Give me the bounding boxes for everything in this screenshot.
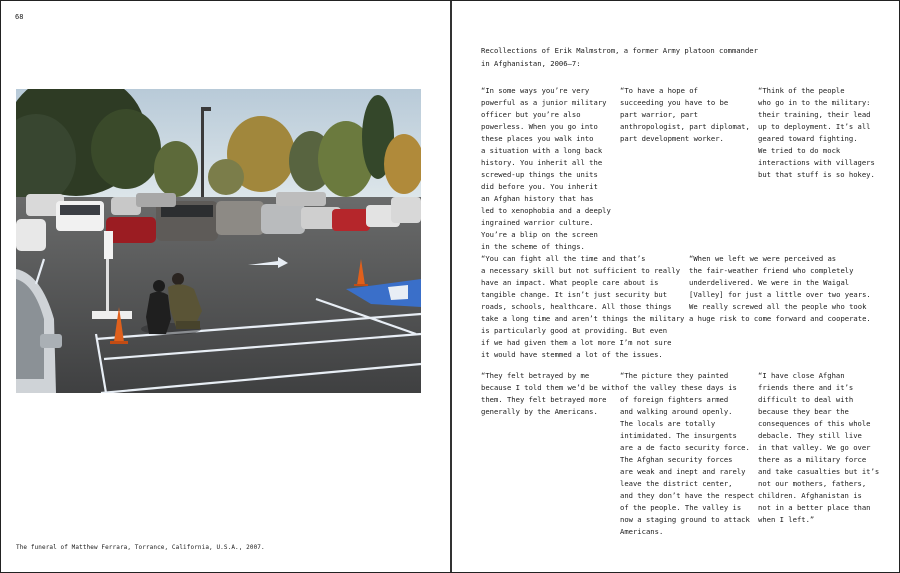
quote-training-for-fighting: “Think of the people who go in to the military: their training, their lead up to deployment. It’s all geared toward fighting. We tried to do mock interactions with villagers but that stuff is so hokey. [758, 86, 875, 179]
photo-caption: The funeral of Matthew Ferrara, Torrance, California, U.S.A., 2007. [16, 544, 265, 551]
quote-part-warrior: “To have a hope of succeeding you have to be part warrior, part anthropologist, part diplomat, part development worker. [620, 86, 750, 143]
funeral-parking-lot-photo [16, 89, 421, 393]
quote-afghan-friends: “I have close Afghan friends there and it’s difficult to deal with because they bear the consequences of this whole debacle. They still live in that valley. We go over there as a military force and take casualties but it’s not our mothers, fathers, children. Afghanistan is not in a better place than when I left.” [758, 371, 880, 524]
intro-text: Recollections of Erik Malmstrom, a former Army platoon commander in Afghanistan, 2006–7: [481, 46, 758, 68]
quote-tangible-change: “You can fight all the time and that’s a necessary skill but not sufficient to really have an impact. What people care about is tangible change. It isn’t just security but roads, schools, healthcare. All those things take a long time and aren’t things the military is particularly good at providing. But even if we had given them a lot more I’m not sure it would have stemmed a lot of the issues. [481, 254, 685, 359]
quote-fair-weather-friend: “When we left we were perceived as the fair-weather friend who completely underdelivered. We were in the Waigal [Valley] for just a little over two years. We really screwed all the people who took a huge risk to come forward and cooperate. [689, 254, 871, 323]
quote-staging-ground: “The picture they painted of the valley these days is of foreign fighters armed and walking around openly. The locals are totally intimidated. The insurgents are a de facto security force. The Afghan security forces are weak and inept and rarely leave the district center, and they don’t have the respect of the people. The valley is now a staging ground to attack Americans. [620, 371, 755, 536]
quote-felt-betrayed: “They felt betrayed by me because I told them we’d be with them. They felt betrayed more generally by the Americans. [481, 371, 620, 416]
page-number: 68 [15, 13, 24, 21]
page-gutter [450, 1, 452, 572]
quote-blip-on-the-screen: “In some ways you’re very powerful as a junior military officer but you’re also powerless. When you go into these places you walk into a situation with a long back history. You inherit all the screwed-up things the units did before you. You inherit an Afghan history that has led to xenophobia and a deeply ingrained warrior culture. You’re a blip on the screen in the scheme of things. [481, 86, 611, 251]
